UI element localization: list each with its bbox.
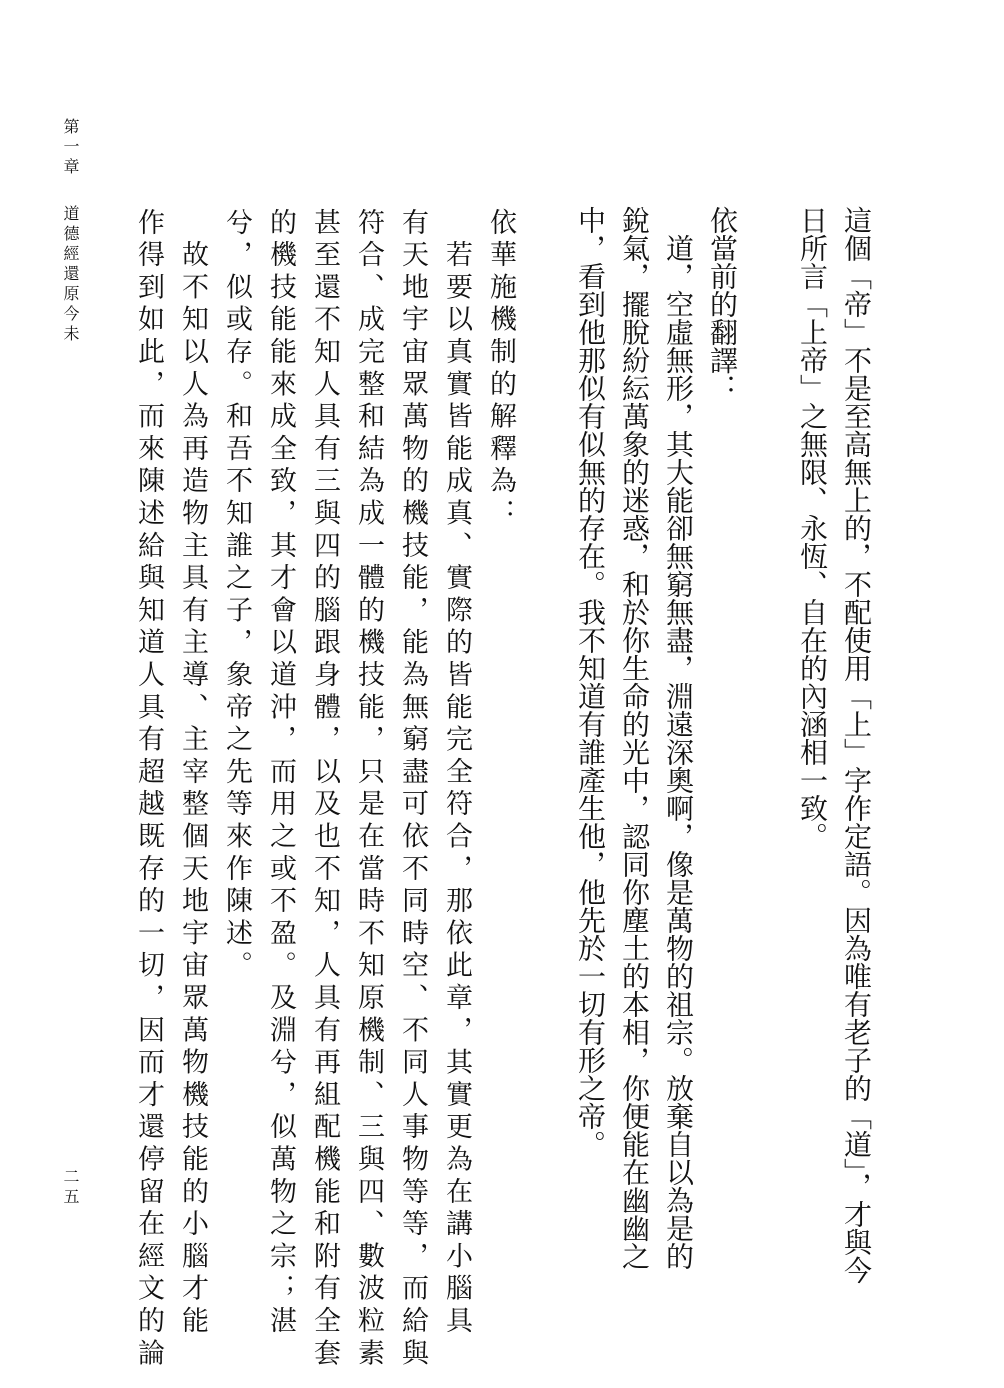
text-column: 的機技能能來成全致，其才會以道沖，而用之或不盈。及淵兮，似萬物之宗；湛 [265,208,296,1339]
text-column: 中，看到他那似有似無的存在。我不知道有誰產生他，他先於一切有形之帝。 [574,206,607,1158]
text-column: 這個「帝」不是至高無上的，不配使用「上」字作定語。因為唯有老子的「道」，才與今 [840,206,873,1284]
text-column: 故不知以人為再造物主具有主導、主宰整個天地宇宙眾萬物機技能的小腦才能 [177,208,208,1339]
text-column: 依當前的翻譯： [706,206,739,402]
chapter-label: 第一章 [61,118,80,178]
text-column: 符合、成完整和結為成一體的機技能，只是在當時不知原機制、三與四、數波粒素 [353,208,384,1371]
text-column: 銳氣，擺脫紛紜萬象的迷惑，和於你生命的光中，認同你塵土的本相，你便能在幽幽之 [618,206,651,1270]
text-column: 作得到如此，而來陳述給與知道人具有超越既存的一切，因而才還停留在經文的論 [133,208,164,1371]
text-column: 有天地宇宙眾萬物的機技能，能為無窮盡可依不同時空、不同人事物等等，而給與 [397,208,428,1371]
text-column: 兮，似或存。和吾不知誰之子，象帝之先等來作陳述。 [221,208,252,984]
text-column: 若要以真實皆能成真、實際的皆能完全符合，那依此章，其實更為在講小腦具 [441,208,472,1339]
text-column: 甚至還不知人具有三與四的腦跟身體，以及也不知，人具有再組配機能和附有全套 [309,208,340,1371]
page-number: 二五 [61,1168,80,1208]
book-title: 道德經還原今未 [61,205,80,345]
text-column: 依華施機制的解釋為： [485,208,516,531]
text-column: 道，空虛無形，其大能卻無窮無盡，淵遠深奧啊，像是萬物的祖宗。放棄自以為是的 [662,206,695,1270]
text-column: 日所言「上帝」之無限、永恆、自在的內涵相一致。 [796,206,829,850]
